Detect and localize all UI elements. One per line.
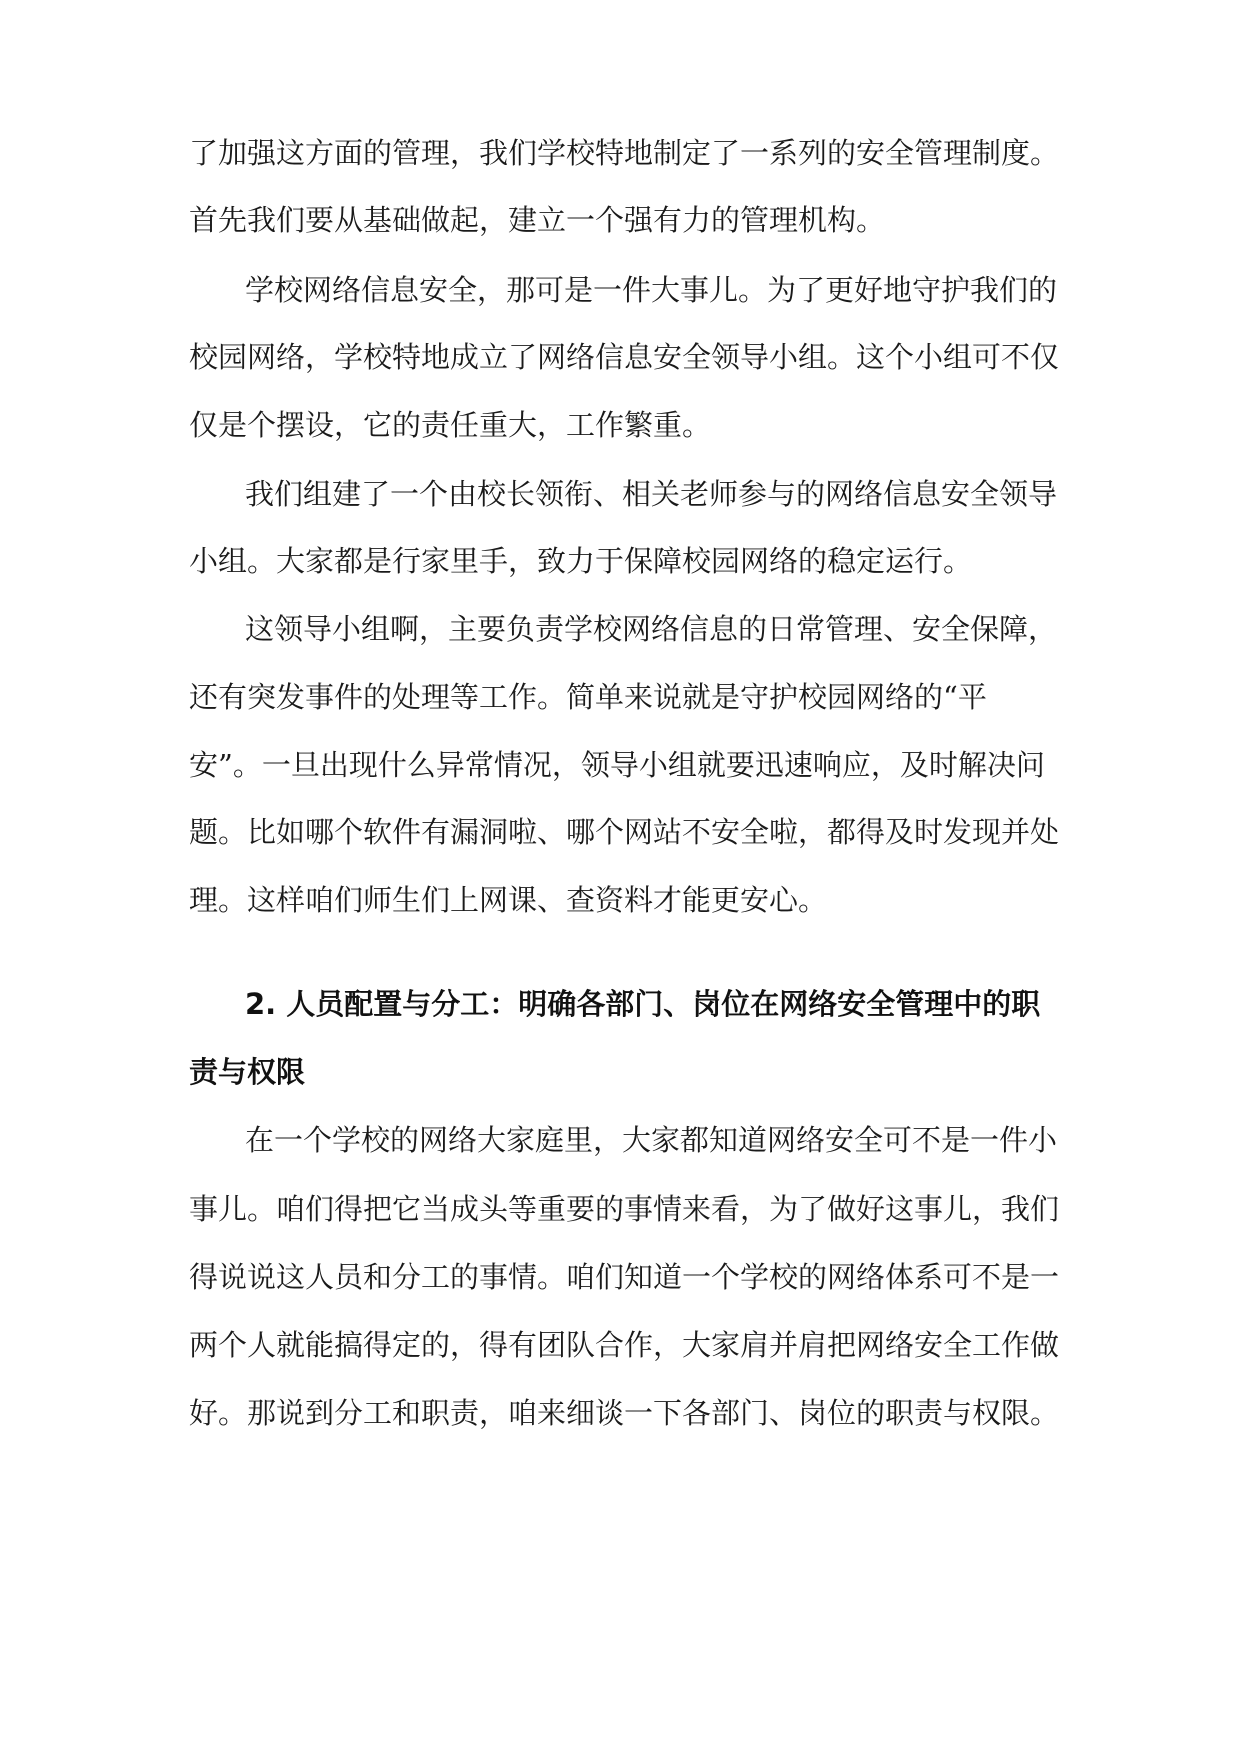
paragraph-first-line: 我们组建了一个由校长领衔、相关老师参与的网络信息安全领导 [245, 477, 1058, 511]
section-heading: 2. 人员配置与分工：明确各部门、岗位在网络安全管理中的职 [245, 987, 1041, 1021]
body-text-line: 好。那说到分工和职责，咱来细谈一下各部门、岗位的职责与权限。 [189, 1396, 1060, 1430]
body-text-line: 首先我们要从基础做起，建立一个强有力的管理机构。 [189, 203, 886, 237]
body-text-line: 得说说这人员和分工的事情。咱们知道一个学校的网络体系可不是一 [189, 1260, 1060, 1294]
body-text-line: 还有突发事件的处理等工作。简单来说就是守护校园网络的“平 [189, 680, 987, 714]
paragraph-first-line: 学校网络信息安全，那可是一件大事儿。为了更好地守护我们的 [245, 273, 1058, 307]
body-text-line: 理。这样咱们师生们上网课、查资料才能更安心。 [189, 883, 828, 917]
body-text-line: 了加强这方面的管理，我们学校特地制定了一系列的安全管理制度。 [189, 136, 1060, 170]
body-text-line: 小组。大家都是行家里手，致力于保障校园网络的稳定运行。 [189, 544, 973, 578]
body-text-line: 安”。一旦出现什么异常情况，领导小组就要迅速响应，及时解决问 [189, 748, 1045, 782]
body-text-line: 校园网络，学校特地成立了网络信息安全领导小组。这个小组可不仅 [189, 340, 1060, 374]
paragraph-first-line: 这领导小组啊，主要负责学校网络信息的日常管理、安全保障， [245, 612, 1058, 646]
section-heading-continued: 责与权限 [189, 1055, 306, 1089]
body-text-line: 事儿。咱们得把它当成头等重要的事情来看，为了做好这事儿，我们 [189, 1192, 1060, 1226]
body-text-line: 两个人就能搞得定的，得有团队合作，大家肩并肩把网络安全工作做 [189, 1328, 1060, 1362]
body-text-line: 题。比如哪个软件有漏洞啦、哪个网站不安全啦，都得及时发现并处 [189, 815, 1060, 849]
paragraph-first-line: 在一个学校的网络大家庭里，大家都知道网络安全可不是一件小 [245, 1123, 1058, 1157]
body-text-line: 仅是个摆设，它的责任重大，工作繁重。 [189, 408, 712, 442]
